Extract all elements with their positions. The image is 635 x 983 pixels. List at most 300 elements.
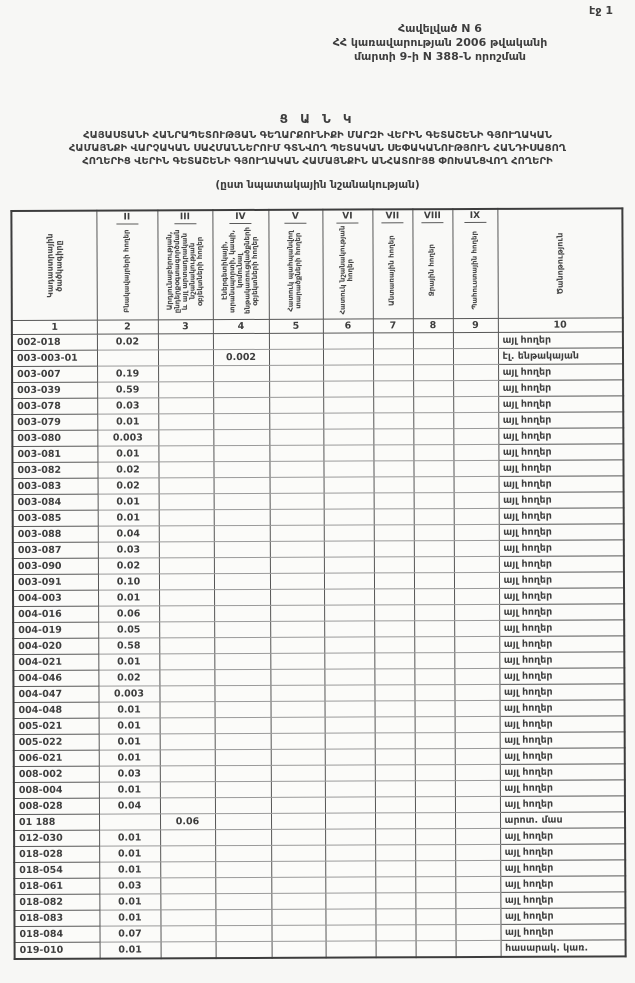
value-cell xyxy=(453,428,498,444)
column-index: 1 xyxy=(12,320,97,334)
value-cell xyxy=(270,525,324,541)
value-cell xyxy=(373,413,413,429)
value-cell xyxy=(270,605,324,621)
value-cell xyxy=(413,397,453,413)
note-cell: այլ հողեր xyxy=(499,524,624,541)
cadastral-code-cell: 004-020 xyxy=(13,638,98,654)
value-cell xyxy=(323,333,373,349)
value-cell xyxy=(455,796,500,812)
value-cell xyxy=(375,717,415,733)
value-cell: 0.003 xyxy=(97,430,158,446)
value-cell xyxy=(323,429,373,445)
cadastral-code-cell: 004-021 xyxy=(13,654,98,670)
value-cell xyxy=(454,476,499,492)
value-cell xyxy=(160,910,215,926)
value-cell xyxy=(160,878,215,894)
note-cell: այլ հողեր xyxy=(499,508,624,525)
value-cell xyxy=(214,541,270,557)
value-cell xyxy=(375,813,415,829)
value-cell xyxy=(414,653,454,669)
value-cell xyxy=(158,334,213,350)
value-cell xyxy=(270,637,324,653)
value-cell xyxy=(375,877,415,893)
note-cell: այլ հողեր xyxy=(500,732,625,749)
value-cell xyxy=(159,574,214,590)
cadastral-code-cell: 003-091 xyxy=(13,574,98,590)
column-header xyxy=(157,210,212,320)
value-cell xyxy=(375,733,415,749)
value-cell xyxy=(271,765,325,781)
value-cell: 0.01 xyxy=(99,894,160,910)
value-cell xyxy=(215,701,271,717)
value-cell xyxy=(415,717,455,733)
value-cell: 0.19 xyxy=(97,366,158,382)
value-cell: 0.02 xyxy=(97,334,158,350)
cadastral-code-cell: 018-028 xyxy=(14,846,99,862)
value-cell xyxy=(454,524,499,540)
document-title-block xyxy=(0,112,635,191)
value-cell xyxy=(413,413,453,429)
value-cell xyxy=(214,685,270,701)
value-cell xyxy=(373,365,413,381)
value-cell xyxy=(159,670,214,686)
value-cell xyxy=(324,493,374,509)
column-header xyxy=(11,211,96,321)
value-cell xyxy=(160,798,215,814)
value-cell xyxy=(270,477,324,493)
cadastral-code-cell: 003-079 xyxy=(12,414,97,430)
value-cell: 0.01 xyxy=(97,446,158,462)
value-cell xyxy=(415,733,455,749)
value-cell xyxy=(213,365,269,381)
column-label-wrap xyxy=(498,209,622,317)
value-cell xyxy=(214,509,270,525)
value-cell xyxy=(269,413,323,429)
value-cell xyxy=(271,893,325,909)
note-cell: այլ հողեր xyxy=(500,908,625,925)
column-index: 8 xyxy=(413,319,453,333)
value-cell: 0.01 xyxy=(99,862,160,878)
value-cell xyxy=(453,380,498,396)
column-header xyxy=(322,209,372,319)
value-cell: 0.10 xyxy=(98,574,159,590)
value-cell xyxy=(415,845,455,861)
cadastral-code-cell: 005-021 xyxy=(14,718,99,734)
value-cell xyxy=(324,621,374,637)
note-cell: այլ հողեր xyxy=(500,796,625,813)
value-cell xyxy=(374,605,414,621)
value-cell: 0.03 xyxy=(99,766,160,782)
value-cell xyxy=(269,429,323,445)
cadastral-code-cell: 003-003-01 xyxy=(12,350,97,366)
value-cell xyxy=(414,685,454,701)
note-cell: այլ հողեր xyxy=(498,444,623,461)
value-cell xyxy=(214,493,270,509)
value-cell xyxy=(375,765,415,781)
value-cell xyxy=(455,716,500,732)
document-title: Ց Ա Ն Կ xyxy=(279,112,356,126)
column-label-wrap xyxy=(269,224,322,318)
note-cell: այլ հողեր xyxy=(499,620,624,637)
page-number-label: էջ 1 xyxy=(589,4,613,17)
value-cell: 0.01 xyxy=(97,414,158,430)
value-cell xyxy=(414,557,454,573)
cadastral-code-cell: 004-019 xyxy=(13,622,98,638)
title-line: ՀԱՄԱՅՆՔԻ ՎԱՐՉԱԿԱՆ ՍԱՀՄԱՆՆԵՐՈՒՄ ԳՏՆՎՈՂ ՊԵՏԱԿԱՆ ՍԵՓԱԿԱՆՈՒԹՅՈՒՆ ՀԱՆԴԻՍԱՑՈՂ xyxy=(68,143,567,154)
value-cell: 0.04 xyxy=(98,526,159,542)
column-index: 3 xyxy=(158,320,213,334)
value-cell xyxy=(455,844,500,860)
annex-header-line: ՀՀ կառավարության 2006 թվականի xyxy=(332,36,548,49)
value-cell xyxy=(158,430,213,446)
value-cell xyxy=(159,654,214,670)
value-cell xyxy=(158,462,213,478)
note-cell: այլ հողեր xyxy=(498,412,623,429)
cadastral-code-cell: 008-004 xyxy=(14,782,99,798)
value-cell xyxy=(325,781,375,797)
value-cell: 0.01 xyxy=(99,702,160,718)
value-cell xyxy=(414,541,454,557)
value-cell xyxy=(271,877,325,893)
value-cell xyxy=(373,333,413,349)
value-cell xyxy=(374,525,414,541)
value-cell xyxy=(270,653,324,669)
column-label: Կադաստրային ծածկագիրը xyxy=(45,233,64,298)
note-cell: այլ հողեր xyxy=(498,396,623,413)
note-cell: այլ հողեր xyxy=(499,668,624,685)
column-index: 6 xyxy=(323,319,373,333)
note-cell: այլ հողեր xyxy=(499,684,624,701)
value-cell xyxy=(375,925,415,941)
value-cell xyxy=(215,717,271,733)
note-cell: այլ հողեր xyxy=(498,332,623,349)
column-header xyxy=(412,209,452,319)
value-cell xyxy=(455,908,500,924)
column-label: Բնակավայրերի հողեր xyxy=(122,229,131,314)
value-cell xyxy=(214,477,270,493)
value-cell xyxy=(215,861,271,877)
value-cell xyxy=(214,589,270,605)
value-cell xyxy=(213,333,269,349)
column-label: Հատուկ պահպանվող տարածքների հողեր xyxy=(286,230,303,312)
note-cell: հասարակ. կառ. xyxy=(501,940,626,957)
note-cell: այլ հողեր xyxy=(500,876,625,893)
title-subtitle: (ըստ նպատակային նշանակության) xyxy=(215,179,420,191)
value-cell: 0.03 xyxy=(99,878,160,894)
value-cell xyxy=(454,588,499,604)
value-cell xyxy=(325,829,375,845)
value-cell xyxy=(213,461,269,477)
cadastral-code-cell: 004-016 xyxy=(13,606,98,622)
value-cell xyxy=(414,637,454,653)
value-cell xyxy=(454,572,499,588)
value-cell xyxy=(415,925,455,941)
value-cell xyxy=(374,477,414,493)
value-cell xyxy=(215,749,271,765)
cadastral-code-cell: 018-061 xyxy=(14,878,99,894)
note-cell: այլ հողեր xyxy=(498,364,623,381)
value-cell xyxy=(215,813,271,829)
value-cell xyxy=(272,941,326,958)
value-cell xyxy=(413,445,453,461)
value-cell xyxy=(160,718,215,734)
value-cell: 0.59 xyxy=(97,382,158,398)
cadastral-code-cell: 003-080 xyxy=(12,430,97,446)
cadastral-code-cell: 003-081 xyxy=(12,446,97,462)
note-cell: այլ հողեր xyxy=(500,892,625,909)
value-cell xyxy=(413,429,453,445)
value-cell xyxy=(454,540,499,556)
value-cell xyxy=(270,573,324,589)
value-cell: 0.01 xyxy=(98,510,159,526)
value-cell xyxy=(455,764,500,780)
value-cell xyxy=(374,573,414,589)
value-cell xyxy=(374,509,414,525)
value-cell xyxy=(270,509,324,525)
value-cell xyxy=(374,493,414,509)
value-cell xyxy=(271,829,325,845)
value-cell xyxy=(454,636,499,652)
value-cell xyxy=(375,861,415,877)
value-cell xyxy=(159,526,214,542)
note-cell: այլ հողեր xyxy=(499,492,624,509)
value-cell xyxy=(323,397,373,413)
column-header xyxy=(212,210,268,320)
value-cell xyxy=(324,589,374,605)
value-cell xyxy=(374,621,414,637)
value-cell xyxy=(415,701,455,717)
value-cell: 0.04 xyxy=(99,798,160,814)
value-cell xyxy=(215,925,271,941)
value-cell xyxy=(214,637,270,653)
column-index: 4 xyxy=(213,319,269,333)
value-cell xyxy=(415,765,455,781)
value-cell xyxy=(269,349,323,365)
value-cell xyxy=(324,637,374,653)
column-label: Արդյունաբերության, ընդերքօգտագործման և այլ արտադրական նշանակության օբյեկտների հողեր xyxy=(164,229,204,314)
value-cell xyxy=(373,349,413,365)
column-label-wrap xyxy=(213,224,268,318)
column-label: Էներգետիկայի, տրանսպորտի, կապի, կոմունալ ենթակառուցվածքների օբյեկտների հողեր xyxy=(220,227,260,315)
column-label-wrap xyxy=(373,223,412,317)
value-cell xyxy=(160,830,215,846)
value-cell xyxy=(374,589,414,605)
value-cell xyxy=(213,445,269,461)
value-cell: 0.01 xyxy=(99,910,160,926)
cadastral-code-cell: 006-021 xyxy=(14,750,99,766)
value-cell xyxy=(455,700,500,716)
note-cell: այլ հողեր xyxy=(499,636,624,653)
value-cell xyxy=(271,925,325,941)
value-cell xyxy=(374,541,414,557)
column-numeral: III xyxy=(158,211,212,224)
value-cell: 0.02 xyxy=(98,478,159,494)
note-cell: այլ հողեր xyxy=(499,652,624,669)
note-cell: այլ հողեր xyxy=(499,572,624,589)
value-cell xyxy=(454,604,499,620)
value-cell xyxy=(160,766,215,782)
value-cell xyxy=(159,606,214,622)
value-cell xyxy=(323,365,373,381)
value-cell xyxy=(159,622,214,638)
value-cell xyxy=(374,557,414,573)
value-cell xyxy=(271,909,325,925)
value-cell xyxy=(323,381,373,397)
value-cell: 0.01 xyxy=(99,846,160,862)
value-cell xyxy=(453,412,498,428)
value-cell xyxy=(160,862,215,878)
value-cell xyxy=(271,701,325,717)
column-numeral: IX xyxy=(453,210,497,223)
column-label-wrap xyxy=(97,224,157,318)
cadastral-code-cell: 004-047 xyxy=(13,686,98,702)
note-cell: այլ հողեր xyxy=(499,540,624,557)
value-cell xyxy=(159,558,214,574)
value-cell xyxy=(158,350,213,366)
cadastral-code-cell: 003-087 xyxy=(13,542,98,558)
value-cell xyxy=(323,445,373,461)
column-label: Պահուստային հողեր xyxy=(470,230,479,310)
value-cell xyxy=(213,429,269,445)
value-cell xyxy=(456,940,501,957)
value-cell xyxy=(160,750,215,766)
value-cell xyxy=(455,892,500,908)
value-cell xyxy=(325,765,375,781)
value-cell: 0.01 xyxy=(98,494,159,510)
land-transfer-table xyxy=(10,207,626,960)
column-header xyxy=(372,209,412,319)
value-cell: 0.01 xyxy=(98,590,159,606)
value-cell xyxy=(269,365,323,381)
value-cell xyxy=(454,652,499,668)
value-cell xyxy=(375,797,415,813)
column-label-wrap xyxy=(323,223,372,317)
value-cell xyxy=(414,621,454,637)
cadastral-code-cell: 004-003 xyxy=(13,590,98,606)
value-cell xyxy=(323,461,373,477)
value-cell xyxy=(324,685,374,701)
cadastral-code-cell: 003-082 xyxy=(12,462,97,478)
annex-header-line: Հավելված N 6 xyxy=(398,22,482,35)
value-cell xyxy=(270,685,324,701)
value-cell xyxy=(414,573,454,589)
value-cell xyxy=(415,797,455,813)
value-cell: 0.01 xyxy=(98,654,159,670)
cadastral-code-cell: 003-088 xyxy=(13,526,98,542)
value-cell xyxy=(270,669,324,685)
value-cell xyxy=(373,461,413,477)
note-cell: այլ հողեր xyxy=(499,588,624,605)
value-cell xyxy=(324,557,374,573)
note-cell: այլ հողեր xyxy=(499,476,624,493)
value-cell xyxy=(270,621,324,637)
value-cell xyxy=(454,684,499,700)
value-cell xyxy=(160,846,215,862)
value-cell xyxy=(414,589,454,605)
value-cell xyxy=(270,589,324,605)
value-cell xyxy=(455,876,500,892)
cadastral-code-cell: 01 188 xyxy=(14,814,99,830)
value-cell xyxy=(414,605,454,621)
value-cell xyxy=(415,829,455,845)
value-cell xyxy=(214,669,270,685)
column-header xyxy=(96,210,157,320)
column-label: Անտառային հողեր xyxy=(387,235,396,306)
value-cell xyxy=(416,941,456,958)
value-cell xyxy=(374,653,414,669)
value-cell xyxy=(414,525,454,541)
column-index: 2 xyxy=(97,320,158,334)
value-cell xyxy=(160,926,215,942)
cadastral-code-cell: 003-007 xyxy=(12,366,97,382)
value-cell xyxy=(374,637,414,653)
value-cell xyxy=(413,365,453,381)
column-label-wrap xyxy=(12,212,96,319)
value-cell xyxy=(325,893,375,909)
value-cell xyxy=(375,845,415,861)
cadastral-code-cell: 012-030 xyxy=(14,830,99,846)
value-cell xyxy=(454,508,499,524)
cadastral-code-cell: 002-018 xyxy=(12,334,97,350)
value-cell xyxy=(271,717,325,733)
value-cell: 0.01 xyxy=(99,830,160,846)
value-cell xyxy=(453,396,498,412)
value-cell xyxy=(271,861,325,877)
value-cell xyxy=(325,877,375,893)
column-header xyxy=(452,209,497,319)
value-cell xyxy=(374,685,414,701)
column-header xyxy=(268,210,322,320)
value-cell xyxy=(215,733,271,749)
cadastral-code-cell: 018-084 xyxy=(14,926,99,942)
value-cell xyxy=(454,620,499,636)
column-label: Ջրային հողեր xyxy=(427,244,436,297)
value-cell xyxy=(414,509,454,525)
cadastral-code-cell: 018-083 xyxy=(14,910,99,926)
column-numeral: V xyxy=(269,211,322,224)
value-cell xyxy=(324,653,374,669)
value-cell xyxy=(160,734,215,750)
value-cell xyxy=(158,398,213,414)
value-cell: 0.003 xyxy=(98,686,159,702)
note-cell: այլ հողեր xyxy=(500,844,625,861)
value-cell xyxy=(325,701,375,717)
value-cell xyxy=(324,605,374,621)
column-label: Ծանոթություն xyxy=(555,232,565,295)
cadastral-code-cell: 004-048 xyxy=(14,702,99,718)
value-cell xyxy=(325,797,375,813)
value-cell xyxy=(325,909,375,925)
value-cell xyxy=(326,941,376,958)
value-cell xyxy=(414,669,454,685)
value-cell xyxy=(159,478,214,494)
note-cell: այլ հողեր xyxy=(500,828,625,845)
note-cell: այլ հողեր xyxy=(500,748,625,765)
value-cell xyxy=(158,414,213,430)
value-cell xyxy=(455,748,500,764)
value-cell xyxy=(324,541,374,557)
cadastral-code-cell: 003-078 xyxy=(12,398,97,414)
column-numeral: VI xyxy=(323,210,372,223)
value-cell: 0.05 xyxy=(98,622,159,638)
column-label: Հատուկ նշանակության հողեր xyxy=(338,226,355,316)
table-header-row xyxy=(11,208,622,320)
value-cell xyxy=(215,845,271,861)
value-cell xyxy=(325,845,375,861)
value-cell xyxy=(415,781,455,797)
value-cell xyxy=(373,429,413,445)
value-cell xyxy=(323,349,373,365)
